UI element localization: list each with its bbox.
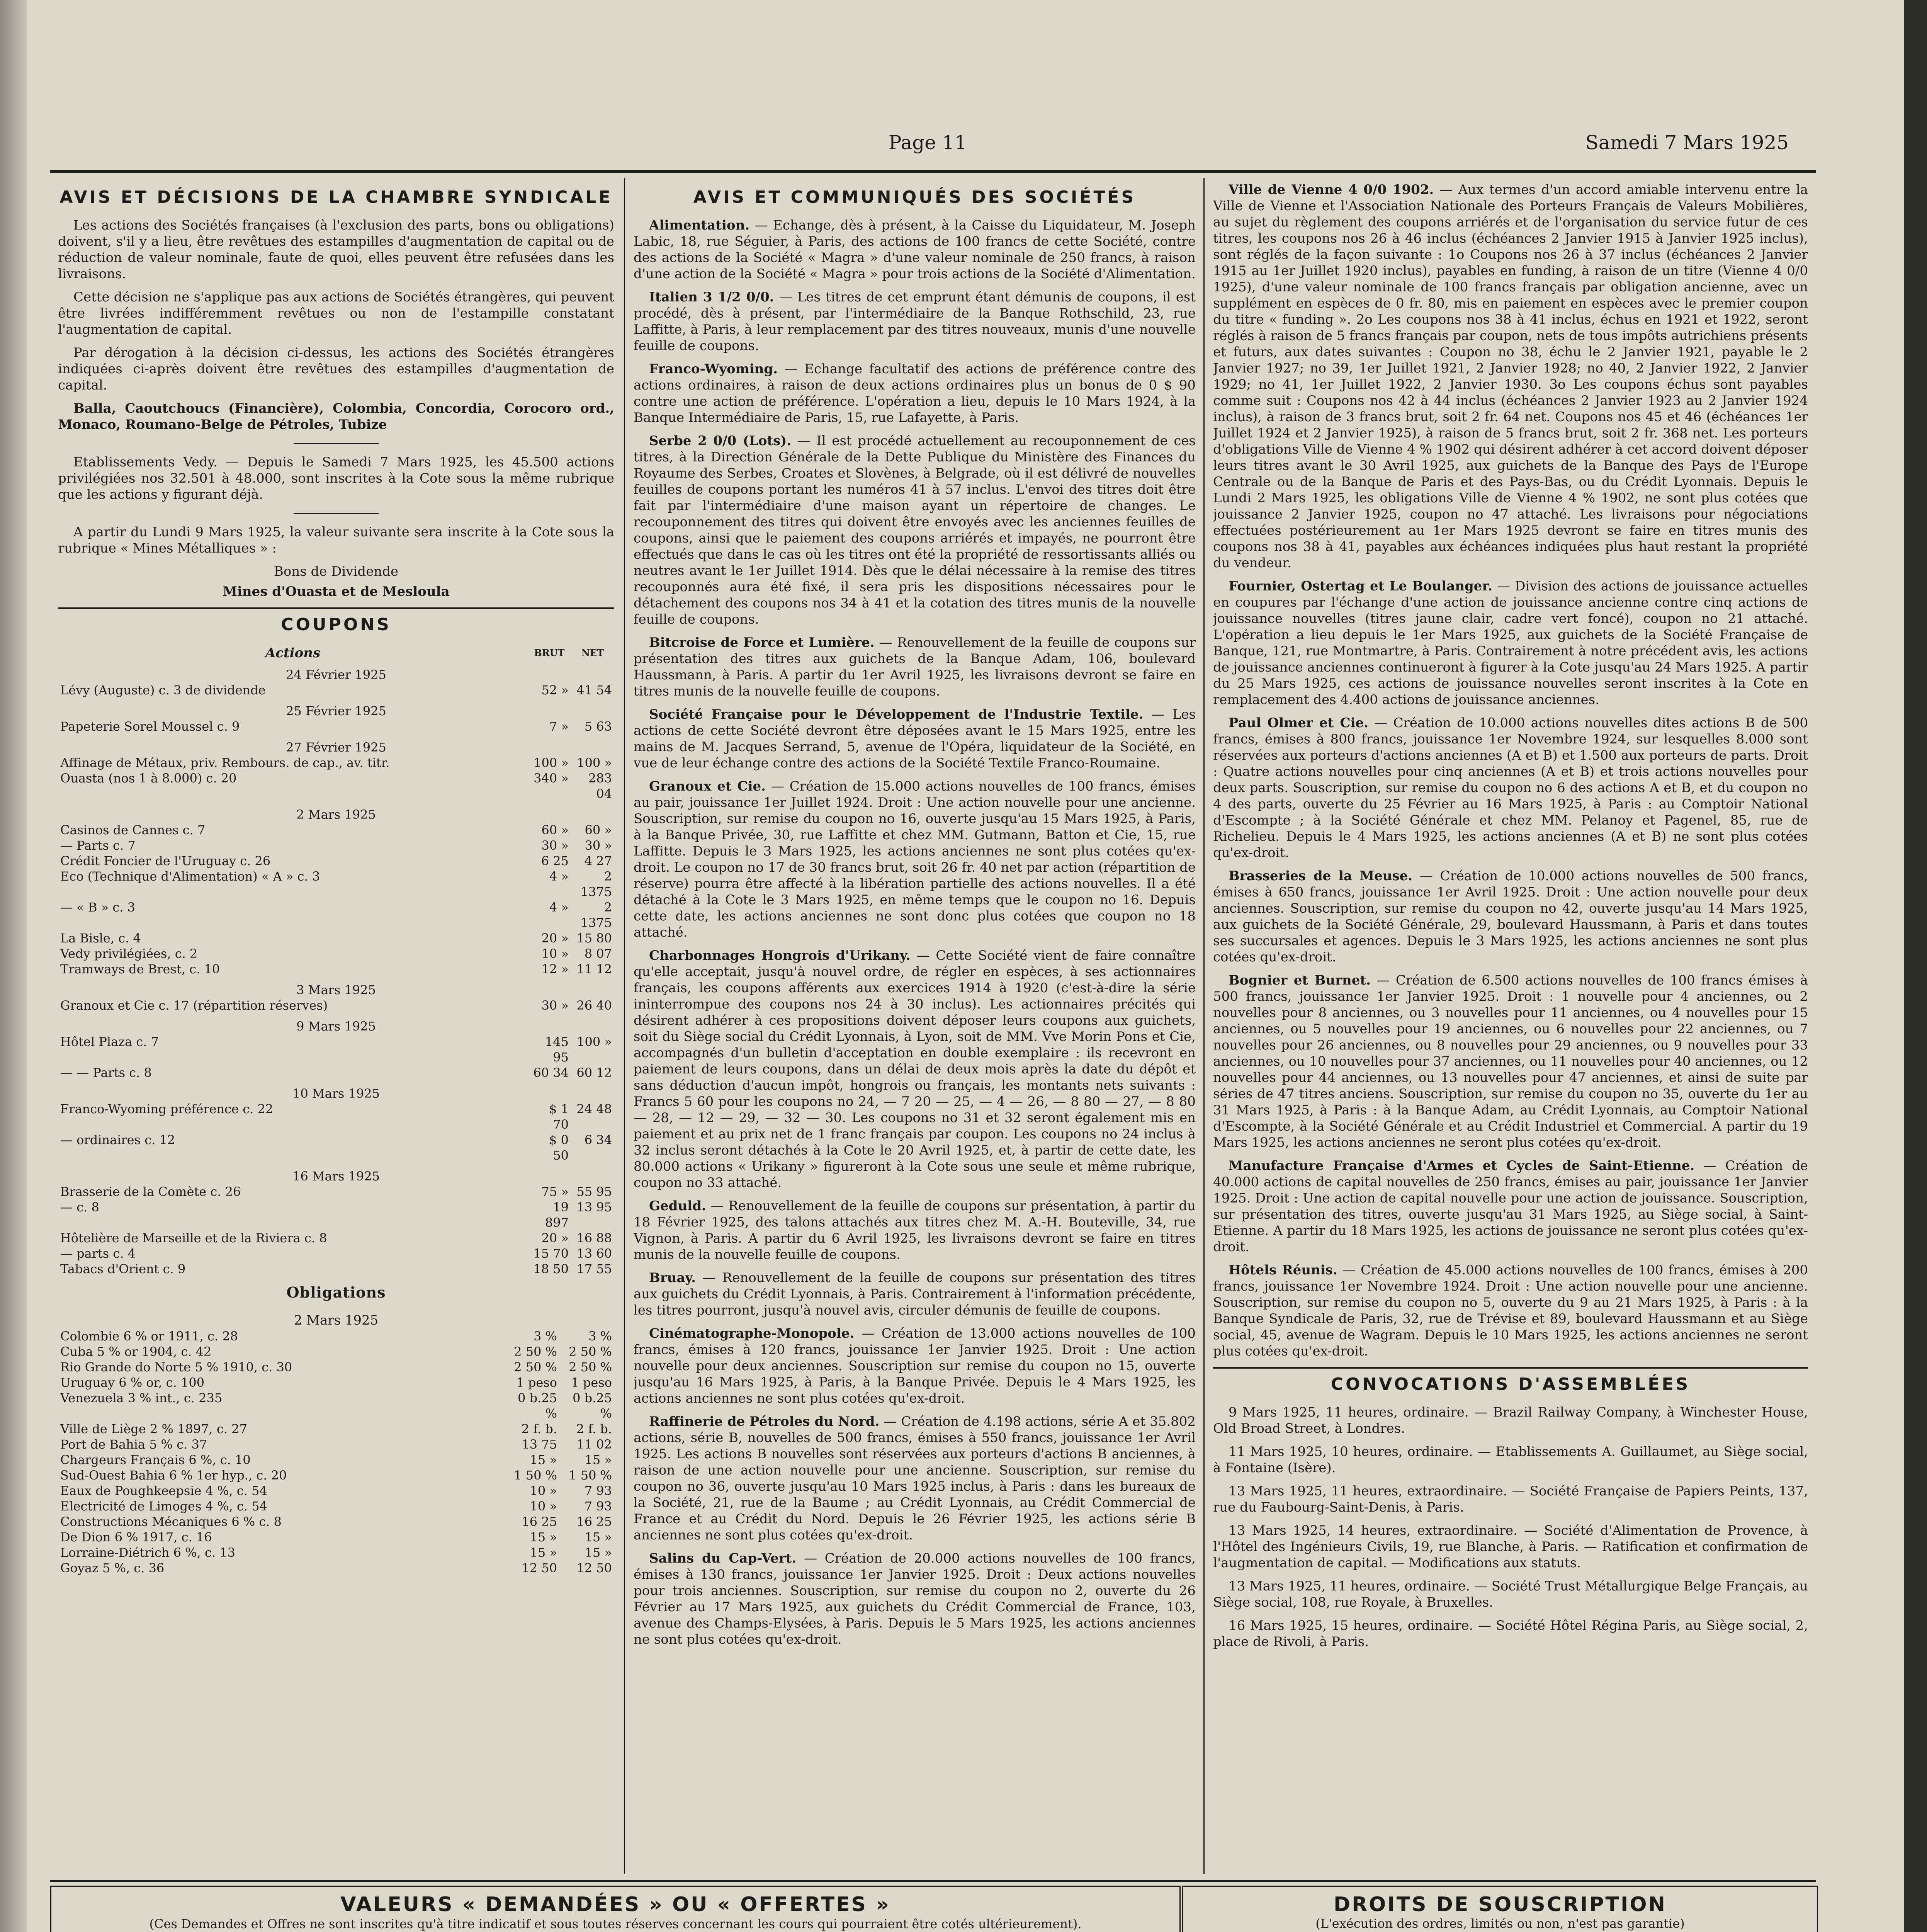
- coupon-name: Casinos de Cannes c. 7: [60, 823, 206, 837]
- coupon-row: [58, 1065, 614, 1080]
- avis-company: Cinématographe-Monopole.: [649, 1326, 855, 1341]
- coupon-net: 2 1375: [580, 869, 612, 899]
- chambre-p4: Balla, Caoutchoucs (Financière), Colombia, Concordia, Corocoro ord., Monaco, Roumano-Belge de Pétroles, Tubize: [58, 401, 614, 432]
- obligation-name: Chargeurs Français 6 %, c. 10: [60, 1452, 251, 1467]
- coupon-net: 30 »: [585, 838, 612, 853]
- obligations-date: 2 Mars 1925: [294, 1313, 379, 1328]
- coupon-brut: 10 »: [541, 946, 569, 961]
- coupon-net: 100 »: [577, 1034, 612, 1049]
- avis-paragraph: [1213, 715, 1808, 861]
- avis-paragraph: [634, 1198, 1196, 1263]
- avis-paragraph: [634, 1325, 1196, 1406]
- avis-company: Bognier et Burnet.: [1229, 973, 1371, 988]
- obligation-name: Port de Bahia 5 % c. 37: [60, 1437, 207, 1452]
- convocation-item: 11 Mars 1925, 10 heures, ordinaire. — Etablissements A. Guillaumet, au Siège social, à Fontaine (Isère).: [1213, 1444, 1808, 1476]
- chambre-p6: A partir du Lundi 9 Mars 1925, la valeur suivante sera inscrite à la Cote sous la rubrique « Mines Métalliques » :: [58, 524, 614, 556]
- coupon-brut: 52 »: [541, 683, 569, 697]
- divider: [294, 443, 379, 444]
- coupon-net: 15 80: [576, 931, 612, 946]
- obligation-row: [58, 1359, 614, 1375]
- avis-text: — Renouvellement de la feuille de coupons sur présentation des titres aux guichets de la Banque Adam, 106, boulevard Haussmann, à Paris. A partir du 1er Avril 1925, les livraisons devront se faire en titres munis de la nouvelle feuille de coupons.: [634, 635, 1196, 699]
- droits-subtitle: (L'exécution des ordres, limités ou non, n'est pas garantie): [1315, 1916, 1685, 1931]
- coupon-net: 16 88: [576, 1231, 612, 1245]
- coupon-net: 60 »: [585, 823, 612, 837]
- obligation-brut: 2 50 %: [514, 1344, 557, 1359]
- avis-text: — Création de 6.500 actions nouvelles de 100 francs émises à 500 francs, jouissance 1er Janvier 1925. Droit : 1 nouvelle pour 4 anciennes, ou 2 nouvelles pour 8 anciennes, ou 3 nouvelles pour 11 anciennes, ou 4 nouvelles pour 15 anciennes, ou 5 nouvelles pour 19 anciennes, ou 6 nouvelles pour 22 anciennes, ou 7 nouvelles pour 26 anciennes, ou 8 nouvelles pour 29 anciennes, ou 9 nouvelles pour 33 anciennes, ou 10 nouvelles pour 37 anciennes, ou 11 nouvelles pour 40 anciennes, ou 12 nouvelles pour 44 anciennes, ou 13 nouvelles pour 47 anciennes, et ainsi de suite par séries de 47 titres anciens. Souscription, sur remise du coupon no 35, ouverte du 1er au 31 Mars 1925, à Paris : à la Banque Adam, au Crédit Lyonnais, au Comptoir National d'Escompte, à la Société Générale et au Crédit Industriel et Commercial. A partir du 19 Mars 1925, les actions anciennes ne seront plus cotées qu'ex-droit.: [1213, 973, 1808, 1150]
- coupon-name: Tramways de Brest, c. 10: [60, 962, 220, 976]
- chambre-title: AVIS ET DÉCISIONS DE LA CHAMBRE SYNDICALE: [59, 187, 613, 207]
- obligation-brut: 10 »: [530, 1483, 557, 1498]
- coupon-name: Hôtelière de Marseille et de la Riviera c. 8: [60, 1231, 327, 1245]
- obligation-net: 12 50: [576, 1561, 612, 1575]
- coupon-name: La Bisle, c. 4: [60, 931, 141, 946]
- coupon-name: Ouasta (nos 1 à 8.000) c. 20: [60, 771, 237, 786]
- avis-company: Société Française pour le Développement de l'Industrie Textile.: [649, 707, 1144, 722]
- avis-text: — Création de 10.000 actions nouvelles de 500 francs, émises à 650 francs, jouissance 1er Avril 1925. Droit : Une action nouvelle pour deux anciennes. Souscription, sur remise du coupon no 42, ouverte jusqu'au 14 Mars 1925, aux guichets de la Société Générale, 29, boulevard Haussmann, à Paris et dans toutes ses succursales et agences. Depuis le 3 Mars 1925, les actions anciennes ne sont plus cotées qu'ex-droit.: [1213, 868, 1808, 965]
- coupon-brut: $ 0 50: [549, 1133, 569, 1163]
- obligation-row: [58, 1498, 614, 1514]
- coupon-net: 5 63: [584, 719, 612, 734]
- coupon-row: [58, 1034, 614, 1065]
- avis-text: — Création de 10.000 actions nouvelles dites actions B de 500 francs, émises à 800 francs, jouissance 1er Novembre 1924, sur lesquelles 8.000 sont réservées aux porteurs d'actions anciennes (A et B) et 1.500 aux porteurs de parts. Droit : Quatre actions nouvelles pour cinq anciennes (A et B) et trois actions nouvelles pour deux parts. Souscription, sur remise du coupon no 6 des actions A et B, et du coupon no 4 des parts, ouverte du 25 Février au 16 Mars 1925, à Paris : au Comptoir National d'Escompte ; à la Société Générale et chez MM. Pelanoy et Pagenel, 85, rue de Richelieu. Depuis le 4 Mars 1925, les actions anciennes (A et B) ne sont plus cotées qu'ex-droit.: [1213, 715, 1808, 861]
- obligation-net: 7 93: [584, 1483, 612, 1498]
- obligation-row: [58, 1468, 614, 1483]
- avis-paragraph: [1213, 1262, 1808, 1359]
- coupon-brut: 19 897: [545, 1200, 569, 1230]
- column-communiques: [634, 182, 1196, 1874]
- obligation-brut: 1 50 %: [514, 1468, 557, 1483]
- avis-paragraph: [634, 361, 1196, 426]
- obligation-net: 15 »: [585, 1452, 612, 1467]
- avis-text: — Les titres de cet emprunt étant démunis de coupons, il est procédé, dès à présent, par l'intermédiaire de la Banque Rothschild, 23, rue Laffitte, à Paris, à leur remplacement par des titres nouveaux, munis d'une nouvelle feuille de coupons.: [634, 289, 1196, 354]
- obligation-brut: 1 peso: [516, 1375, 557, 1390]
- coupons-head-net: NET: [581, 647, 604, 658]
- page-fold: [0, 0, 27, 1932]
- valeurs-box: [50, 1886, 1181, 1932]
- coupon-name: Affinage de Métaux, priv. Rembours. de cap., av. titr.: [60, 755, 390, 770]
- coupon-row: [58, 719, 614, 734]
- obligation-name: Lorraine-Diétrich 6 %, c. 13: [60, 1545, 235, 1560]
- coupon-row: [58, 770, 614, 801]
- avis-company: Fournier, Ostertag et Le Boulanger.: [1229, 578, 1492, 594]
- coupon-brut: $ 1 70: [549, 1102, 569, 1132]
- avis-text: — Création de 20.000 actions nouvelles de 100 francs, émises à 130 francs, jouissance 1er Janvier 1925. Droit : Deux actions nouvelles pour trois anciennes. Souscription, sur remise du coupon no 2, ouverte du 26 Février au 17 Mars 1925, aux guichets du Crédit Commercial de France, 103, avenue des Champs-Elysées, à Paris. Depuis le 5 Mars 1925, les actions anciennes ne sont plus cotées qu'ex-droit.: [634, 1551, 1196, 1647]
- avis-paragraph: [1213, 1158, 1808, 1255]
- obligation-name: Eaux de Poughkeepsie 4 %, c. 54: [60, 1483, 267, 1498]
- obligation-name: De Dion 6 % 1917, c. 16: [60, 1530, 212, 1544]
- obligation-brut: 13 75: [522, 1437, 557, 1452]
- avis-company: Hôtels Réunis.: [1229, 1262, 1337, 1278]
- coupon-row: [58, 869, 614, 900]
- avis-company: Ville de Vienne 4 0/0 1902.: [1229, 182, 1434, 197]
- obligation-net: 1 peso: [571, 1375, 612, 1390]
- obligation-brut: 0 b.25 %: [518, 1391, 557, 1421]
- valeurs-title: VALEURS « DEMANDÉES » OU « OFFERTES »: [340, 1893, 890, 1916]
- coupon-brut: 30 »: [541, 838, 569, 853]
- avis-paragraph: [634, 706, 1196, 771]
- avis-company: Salins du Cap-Vert.: [649, 1551, 797, 1566]
- coupon-brut: 20 »: [541, 1231, 569, 1245]
- coupon-date: 25 Février 1925: [286, 704, 386, 718]
- avis-text: — Création de 4.198 actions, série A et 35.802 actions, série B, nouvelles de 500 francs, émises à 550 francs, jouissance 1er Avril 1925. Les actions B nouvelles sont réservées aux porteurs d'actions B anciennes, à raison de une action nouvelle pour une ancienne. Souscription, sur remise du coupon no 36, ouverte jusqu'au 10 Mars 1925 inclus, à Paris : dans les bureaux de la Société, 21, rue de la Baume ; au Crédit Lyonnais, au Crédit Commercial de France et au Crédit du Nord. Depuis le 26 Février 1925, les actions série B anciennes ne sont plus cotées qu'ex-droit.: [634, 1414, 1196, 1543]
- obligation-brut: 15 »: [530, 1530, 557, 1544]
- avis-text: — Cette Société vient de faire connaître qu'elle acceptait, jusqu'à nouvel ordre, de régler en espèces, à ses actionnaires français, les coupons afférents aux exercices 1914 à 1920 (c'est-à-dire la série ininterrompue des coupons nos 24 à 30 inclus). Les actionnaires précités qui désirent adhérer à ces propositions doivent déposer leurs coupons aux guichets, soit du Siège social du Crédit Lyonnais, à Lyon, soit de MM. Vve Morin Pons et Cie, accompagnés d'un bulletin d'acceptation en double exemplaire : ils recevront en paiement de leurs coupons, dans un délai de deux mois après la date du dépôt et sans déduction d'aucun impôt, hongrois ou français, les montants nets suivants : Francs 5 60 pour les coupons no 24, — 7 20 — 25, — 4 — 26, — 8 80 — 27, — 8 80 — 28, — 12 — 29, — 32 — 30. Les coupons no 31 et 32 seront également mis en paiement et au prix net de 1 franc français par coupon. Les coupons no 24 inclus à 32 inclus seront détachés à la Cote le 20 Avril 1925, et, à partir de cette date, les 80.000 actions « Urikany » figureront à la Cote sous une seule et même rubrique, coupon no 33 attaché.: [634, 948, 1196, 1190]
- obligation-brut: 12 50: [522, 1561, 557, 1575]
- coupon-row: [58, 1246, 614, 1261]
- column-chambre-syndicale: [58, 182, 614, 1874]
- droits-box: [1182, 1886, 1818, 1932]
- page-edge: [1904, 0, 1927, 1932]
- coupon-name: Papeterie Sorel Moussel c. 9: [60, 719, 240, 734]
- coupon-row: [58, 801, 614, 822]
- avis-company: Franco-Wyoming.: [649, 361, 778, 377]
- coupon-row: [58, 1013, 614, 1034]
- divider: [294, 513, 379, 514]
- coupon-row: [58, 1230, 614, 1246]
- obligation-name: Rio Grande do Norte 5 % 1910, c. 30: [60, 1360, 292, 1374]
- coupon-net: 100 »: [577, 755, 612, 770]
- avis-text: — Création de 40.000 actions de capital nouvelles de 250 francs, émises au pair, jouissance 1er Janvier 1925. Droit : Une action de capital nouvelle pour une action de jouissance. Souscription, sur présentation des titres, ouverte jusqu'au 31 Mars 1925, au Siège social, à Saint-Etienne. A partir du 18 Mars 1925, les actions de jouissance ne seront plus cotées qu'ex-droit.: [1213, 1158, 1808, 1255]
- obligation-row: [58, 1344, 614, 1359]
- avis-text: — Echange facultatif des actions de préférence contre des actions ordinaires, à raison de deux actions ordinaires plus un bonus de 0 $ 90 contre une action de préférence. L'opération a lieu, depuis le 10 Mars 1924, à la Banque Intermédiaire de Paris, 15, rue Lafayette, à Paris.: [634, 361, 1196, 425]
- avis-paragraph: [1213, 182, 1808, 571]
- obligation-net: 16 25: [576, 1514, 612, 1529]
- top-rule: [50, 170, 1816, 173]
- coupon-date: 2 Mars 1925: [296, 807, 376, 822]
- coupon-net: 24 48: [576, 1102, 612, 1116]
- coupon-brut: 340 »: [534, 771, 569, 786]
- obligation-brut: 2 f. b.: [521, 1422, 557, 1436]
- coupon-row: [58, 734, 614, 755]
- obligation-row: [58, 1421, 614, 1437]
- coupon-row: [58, 900, 614, 930]
- valeurs-subtitle: (Ces Demandes et Offres ne sont inscrites qu'à titre indicatif et sous toutes réserves concernant les cours qui pourraient être cotés ultérieurement).: [149, 1917, 1082, 1931]
- avis-paragraph: [634, 947, 1196, 1191]
- coupon-brut: 60 »: [541, 823, 569, 837]
- avis-paragraph: [634, 1413, 1196, 1543]
- convocation-item: 13 Mars 1925, 11 heures, ordinaire. — Société Trust Métallurgique Belge Français, au Siège social, 108, rue Royale, à Bruxelles.: [1213, 1578, 1808, 1610]
- coupon-brut: 4 »: [549, 900, 569, 915]
- avis-paragraph: [634, 778, 1196, 940]
- obligation-net: 2 50 %: [569, 1360, 612, 1374]
- communiques-title: AVIS ET COMMUNIQUÉS DES SOCIÉTÉS: [693, 187, 1136, 207]
- coupon-row: [58, 853, 614, 869]
- convocation-item: 16 Mars 1925, 15 heures, ordinaire. — Société Hôtel Régina Paris, au Siège social, 2, place de Rivoli, à Paris.: [1213, 1618, 1808, 1650]
- obligation-row: [58, 1437, 614, 1452]
- coupon-net: 13 60: [576, 1246, 612, 1261]
- coupon-brut: 20 »: [541, 931, 569, 946]
- avis-text: — Echange, dès à présent, à la Caisse du Liquidateur, M. Joseph Labic, 18, rue Séguier, à Paris, des actions de 100 francs de cette Société, contre des actions de la Société « Magra » d'une valeur nominale de 250 francs, à raison d'une action de la Société « Magra » pour trois actions de la Société d'Alimentation.: [634, 218, 1196, 282]
- coupon-name: — ordinaires c. 12: [60, 1133, 175, 1147]
- column-rule-1: [624, 178, 625, 1874]
- obligation-name: Sud-Ouest Bahia 6 % 1er hyp., c. 20: [60, 1468, 287, 1483]
- coupon-date: 24 Février 1925: [286, 667, 386, 682]
- avis-paragraph: [1213, 868, 1808, 965]
- coupon-date: 16 Mars 1925: [292, 1169, 380, 1184]
- obligation-brut: 15 »: [530, 1452, 557, 1467]
- coupon-row: [58, 1132, 614, 1163]
- obligation-row: [58, 1514, 614, 1529]
- coupon-net: 8 07: [584, 946, 612, 961]
- coupons-head-brut: BRUT: [534, 647, 565, 658]
- avis-paragraph: [1213, 972, 1808, 1151]
- coupon-name: Franco-Wyoming préférence c. 22: [60, 1102, 274, 1116]
- avis-text: — Création de 13.000 actions nouvelles de 100 francs, émises à 120 francs, jouissance 1er Janvier 1925. Droit : Une action nouvelle pour deux anciennes. Souscription sur remise du coupon no 15, ouverte jusqu'au 16 Mars 1925, à Paris, à la Banque Privée. Depuis le 4 Mars 1925, les actions anciennes ne sont plus cotées qu'ex-droit.: [634, 1326, 1196, 1406]
- coupon-row: [58, 838, 614, 853]
- coupon-net: 41 54: [576, 683, 612, 697]
- obligation-name: Venezuela 3 % int., c. 235: [60, 1391, 223, 1405]
- chambre-p7: Bons de Dividende: [274, 564, 399, 579]
- avis-paragraph: [634, 1550, 1196, 1648]
- obligation-net: 15 »: [585, 1530, 612, 1544]
- obligation-name: Electricité de Limoges 4 %, c. 54: [60, 1499, 267, 1514]
- obligation-net: 1 50 %: [569, 1468, 612, 1483]
- coupon-name: — « B » c. 3: [60, 900, 135, 915]
- coupon-name: — Parts c. 7: [60, 838, 136, 853]
- obligation-row: [58, 1483, 614, 1498]
- coupons-table: [58, 645, 614, 1277]
- avis-paragraph: [634, 433, 1196, 628]
- obligation-net: 2 f. b.: [576, 1422, 612, 1436]
- divider: [1213, 1367, 1808, 1369]
- coupon-row: [58, 1184, 614, 1199]
- coupon-row: [58, 1261, 614, 1277]
- coupon-date: 10 Mars 1925: [292, 1086, 380, 1101]
- coupon-brut: 75 »: [541, 1184, 569, 1199]
- coupon-row: [58, 946, 614, 961]
- avis-text: — Renouvellement de la feuille de coupons sur présentation des titres aux guichets du Crédit Lyonnais, à Paris. Contrairement à l'information précédente, les titres pourront, jusqu'à nouvel avis, circuler démunis de feuille de coupons.: [634, 1270, 1196, 1318]
- coupon-row: [58, 961, 614, 977]
- coupon-name: Brasserie de la Comète c. 26: [60, 1184, 241, 1199]
- obligation-name: Goyaz 5 %, c. 36: [60, 1561, 165, 1575]
- obligation-net: 3 %: [588, 1329, 612, 1344]
- avis-company: Paul Olmer et Cie.: [1229, 715, 1368, 731]
- coupon-date: 9 Mars 1925: [296, 1019, 376, 1034]
- convocation-item: 13 Mars 1925, 14 heures, extraordinaire. — Société d'Alimentation de Provence, à l'Hôtel des Ingénieurs Civils, 19, rue Blanche, à Paris. — Ratification et confirmation de l'augmentation de capital. — Modifications aux statuts.: [1213, 1523, 1808, 1571]
- chambre-p5: Etablissements Vedy. — Depuis le Samedi 7 Mars 1925, les 45.500 actions privilégiées nos 32.501 à 48.000, sont inscrites à la Cote sous la même rubrique que les actions y figurant déjà.: [58, 454, 614, 502]
- avis-company: Brasseries de la Meuse.: [1229, 868, 1413, 884]
- coupon-brut: 145 95: [545, 1034, 569, 1065]
- avis-paragraph: [1213, 578, 1808, 708]
- obligations-table: [58, 1328, 614, 1576]
- avis-company: Alimentation.: [649, 218, 750, 233]
- obligation-net: 0 b.25 %: [573, 1391, 612, 1421]
- coupon-row: [58, 1163, 614, 1184]
- obligation-brut: 10 »: [530, 1499, 557, 1514]
- avis-company: Serbe 2 0/0 (Lots).: [649, 433, 792, 449]
- avis-text: — Renouvellement de la feuille de coupons sur présentation, à partir du 18 Février 1925, des talons attachés aux titres chez M. A.-H. Bouteville, 34, rue Vignon, à Paris. A partir du 6 Avril 1925, les livraisons devront se faire en titres munis de la nouvelle feuille de coupons.: [634, 1198, 1196, 1262]
- coupon-net: 6 34: [584, 1133, 612, 1147]
- avis-paragraph: [634, 217, 1196, 282]
- coupon-net: 26 40: [576, 998, 612, 1013]
- obligation-brut: 15 »: [530, 1545, 557, 1560]
- coupon-net: 2 1375: [580, 900, 612, 930]
- avis-company: Charbonnages Hongrois d'Urikany.: [649, 948, 911, 963]
- chambre-p2: Cette décision ne s'applique pas aux actions de Sociétés étrangères, qui peuvent être livrées indifféremment revêtues ou non de l'estampille constatant l'augmentation de capital.: [58, 289, 614, 337]
- coupon-row: [58, 755, 614, 770]
- avis-text: — Création de 15.000 actions nouvelles de 100 francs, émises au pair, jouissance 1er Juillet 1924. Droit : Une action nouvelle pour une ancienne. Souscription, sur remise du coupon no 16, ouverte jusqu'au 15 Mars 1925, à Paris, à la Banque Privée, 30, rue Laffitte et chez MM. Gutmann, Batton et Cie, 15, rue Laffitte. Depuis le 3 Mars 1925, les actions anciennes ne sont plus cotées qu'ex-droit. Le coupon no 17 de 30 francs brut, soit 26 fr. 40 net par action (répartition de réserve) pourra être affecté à la libération partielle des actions nouvelles. Il a été détaché à la Cote le 3 Mars 1925, en même temps que le coupon no 16. Depuis cette date, les actions anciennes ne sont donc plus cotées que coupon no 18 attaché.: [634, 779, 1196, 940]
- obligations-title: Obligations: [286, 1284, 386, 1301]
- coupon-brut: 30 »: [541, 998, 569, 1013]
- coupon-net: 283 04: [588, 771, 612, 801]
- coupon-brut: 4 »: [549, 869, 569, 884]
- convocation-item: 13 Mars 1925, 11 heures, extraordinaire. — Société Française de Papiers Peints, 137, rue du Faubourg-Saint-Denis, à Paris.: [1213, 1483, 1808, 1515]
- column-rule-2: [1203, 178, 1205, 1874]
- coupon-net: 4 27: [584, 854, 612, 868]
- obligation-name: Uruguay 6 % or, c. 100: [60, 1375, 205, 1390]
- convocations-title: CONVOCATIONS D'ASSEMBLÉES: [1331, 1374, 1691, 1394]
- coupon-brut: 12 »: [541, 962, 569, 976]
- avis-text: — Création de 45.000 actions nouvelles de 100 francs, émises à 200 francs, jouissance 1er Novembre 1924. Droit : Une action nouvelle pour une ancienne. Souscription, sur remise du coupon no 5, ouverte du 9 au 21 Mars 1925, à Paris : à la Banque Syndicale de Paris, 32, rue de Trévise et 89, boulevard Haussmann et au Siège social, 45, avenue de Wagram. Depuis le 10 Mars 1925, les actions anciennes ne seront plus cotées qu'ex-droit.: [1213, 1262, 1808, 1359]
- coupon-net: 17 55: [576, 1262, 612, 1276]
- coupon-row: [58, 1080, 614, 1101]
- droits-title: DROITS DE SOUSCRIPTION: [1333, 1893, 1667, 1916]
- chambre-p3: Par dérogation à la décision ci-dessus, les actions des Sociétés étrangères indiquées ci-après doivent être revêtues des estampilles d'augmentation de capital.: [58, 345, 614, 393]
- avis-company: Italien 3 1/2 0/0.: [649, 289, 774, 305]
- coupon-name: Crédit Foncier de l'Uruguay c. 26: [60, 854, 271, 868]
- obligation-row: [58, 1375, 614, 1390]
- obligation-row: [58, 1560, 614, 1576]
- coupon-row: [58, 662, 614, 682]
- coupon-name: Vedy privilégiées, c. 2: [60, 946, 198, 961]
- convocation-item: 9 Mars 1925, 11 heures, ordinaire. — Brazil Railway Company, à Winchester House, Old Broad Street, à Londres.: [1213, 1405, 1808, 1436]
- page-date: Samedi 7 Mars 1925: [1585, 131, 1789, 154]
- avis-company: Bruay.: [649, 1270, 696, 1286]
- coupon-name: — parts c. 4: [60, 1246, 136, 1261]
- obligation-row: [58, 1328, 614, 1344]
- obligation-net: 2 50 %: [569, 1344, 612, 1359]
- obligation-brut: 2 50 %: [514, 1360, 557, 1374]
- mid-rule: [50, 1880, 1816, 1882]
- coupon-brut: 100 »: [534, 755, 569, 770]
- coupons-title: COUPONS: [281, 615, 391, 634]
- chambre-p1: Les actions des Sociétés françaises (à l'exclusion des parts, bons ou obligations) doivent, s'il y a lieu, être revêtues des estampilles d'augmentation de capital ou de réduction de valeur nominale, faute de quoi, elles peuvent être refusées dans les livraisons.: [58, 218, 614, 282]
- obligation-name: Constructions Mécaniques 6 % c. 8: [60, 1514, 282, 1529]
- avis-company: Granoux et Cie.: [649, 779, 766, 794]
- coupon-name: Hôtel Plaza c. 7: [60, 1034, 159, 1049]
- obligation-brut: 16 25: [522, 1514, 557, 1529]
- coupons-head-actions: Actions: [265, 645, 321, 661]
- divider: [58, 607, 614, 609]
- avis-company: Bitcroise de Force et Lumière.: [649, 635, 875, 650]
- coupon-date: 27 Février 1925: [286, 740, 386, 755]
- obligation-row: [58, 1452, 614, 1468]
- avis-paragraph: [634, 1270, 1196, 1318]
- coupon-net: 13 95: [576, 1200, 612, 1214]
- obligation-brut: 3 %: [534, 1329, 557, 1344]
- coupon-brut: 15 70: [533, 1246, 569, 1261]
- coupon-row: [58, 1101, 614, 1132]
- obligation-row: [58, 1545, 614, 1560]
- avis-paragraph: [634, 634, 1196, 699]
- avis-text: — Les actions de cette Société devront être déposées avant le 15 Mars 1925, entre les mains de M. Jacques Serrand, 5, avenue de l'Opéra, liquidateur de la Société, en vue de leur échange contre des actions de la Société Textile Franco-Roumaine.: [634, 707, 1196, 771]
- coupon-row: [58, 698, 614, 719]
- coupon-name: Lévy (Auguste) c. 3 de dividende: [60, 683, 266, 697]
- coupon-name: Tabacs d'Orient c. 9: [60, 1262, 186, 1276]
- obligation-name: Cuba 5 % or 1904, c. 42: [60, 1344, 212, 1359]
- page-header: [50, 131, 1789, 158]
- coupon-name: — — Parts c. 8: [60, 1065, 152, 1080]
- coupon-net: 55 95: [576, 1184, 612, 1199]
- coupon-brut: 18 50: [533, 1262, 569, 1276]
- chambre-p8: Mines d'Ouasta et de Mesloula: [223, 584, 450, 599]
- page-number: Page 11: [889, 131, 967, 154]
- coupon-row: [58, 930, 614, 946]
- coupon-row: [58, 998, 614, 1013]
- coupon-net: 60 12: [576, 1065, 612, 1080]
- coupon-row: [58, 1199, 614, 1230]
- coupon-name: Granoux et Cie c. 17 (répartition réserves): [60, 998, 328, 1013]
- coupon-brut: 6 25: [541, 854, 569, 868]
- obligation-name: Colombie 6 % or 1911, c. 28: [60, 1329, 238, 1344]
- obligation-net: 15 »: [585, 1545, 612, 1560]
- obligation-net: 7 93: [584, 1499, 612, 1514]
- column-avis-suite: [1213, 182, 1808, 1874]
- coupon-brut: 7 »: [549, 719, 569, 734]
- coupon-brut: 60 34: [533, 1065, 569, 1080]
- coupon-row: [58, 822, 614, 838]
- avis-paragraph: [634, 289, 1196, 354]
- avis-company: Manufacture Française d'Armes et Cycles de Saint-Etienne.: [1229, 1158, 1695, 1173]
- obligation-net: 11 02: [576, 1437, 612, 1452]
- coupon-name: Eco (Technique d'Alimentation) « A » c. 3: [60, 869, 320, 884]
- avis-company: Raffinerie de Pétroles du Nord.: [649, 1414, 880, 1429]
- coupon-row: [58, 977, 614, 998]
- coupon-name: — c. 8: [60, 1200, 99, 1214]
- coupon-net: 11 12: [576, 962, 612, 976]
- coupon-row: [58, 682, 614, 698]
- avis-text: — Aux termes d'un accord amiable intervenu entre la Ville de Vienne et l'Association Nationale des Porteurs Français de Valeurs Mobilières, au sujet du règlement des coupons arriérés et de l'organisation du service futur de ces titres, les coupons nos 26 à 46 inclus (échéances 2 Janvier 1915 à Janvier 1925 inclus), sont réglés de la façon suivante : 1o Coupons nos 26 à 37 inclus (échéances 2 Janvier 1915 au 1er Juillet 1920 inclus), payables en funding, à raison de un titre (Vienne 4 0/0 1925), d'une valeur nominale de 100 francs français par obligation ancienne, avec un supplément en espèces de 0 fr. 80, mis en paiement en espèces avec le premier coupon du titre « funding ». 2o Les coupons nos 38 à 41 inclus, échus en 1921 et 1922, seront réglés à raison de 5 francs français par coupon, nets de tous impôts autrichiens présents et futurs, aux dates suivantes : Coupon no 38, échu le 2 Janvier 1921, payable le 2 Janvier 1927; no 39, 1er Juillet 1921, 2 Janvier 1928; no 40, 2 Janvier 1922, 2 Janvier 1929; no 41, 1er Juillet 1922, 2 Janvier 1930. 3o Les coupons échus sont payables comme suit : Coupons nos 42 à 44 inclus (échéances 2 Janvier 1923 au 2 Janvier 1924 inclus), à raison de 3 francs brut, soit 2 fr. 64 net. Coupons nos 45 et 46 (échéances 1er Juillet 1924 et 2 Janvier 1925), à raison de 5 francs brut, soit 2 fr. 368 net. Les porteurs d'obligations Ville de Vienne 4 % 1902 qui désirent adhérer à cet accord doivent déposer leurs titres avant le 30 Avril 1925, aux guichets de la Banque des Pays de l'Europe Centrale ou de la Banque de Paris et des Pays-Bas, ou du Crédit Lyonnais. Depuis le Lundi 2 Mars 1925, les obligations Ville de Vienne 4 % 1902, ne sont plus cotées que jouissance 2 Janvier 1925, coupon no 47 attaché. Les livraisons pour négociations effectuées postérieurement au 1er Mars 1925 devront se faire en titres munis des coupons nos 38 à 41, payables aux échéances indiquées plus haut restant la propriété du vendeur.: [1213, 182, 1808, 571]
- obligation-name: Ville de Liège 2 % 1897, c. 27: [60, 1422, 247, 1436]
- avis-text: — Il est procédé actuellement au recouponnement de ces titres, à la Direction Générale de la Dette Publique du Ministère des Finances du Royaume des Serbes, Croates et Slovènes, à Belgrade, où il est délivré de nouvelles feuilles de coupons portant les numéros 41 à 57 inclus. L'envoi des titres doit être fait par l'intermédiaire d'une maison ayant un répertoire de changes. Le recouponnement des titres qui doivent être envoyés avec les anciennes feuilles de coupons, ainsi que le paiement des coupons arriérés et impayés, ne pourront être effectués que dans le cas où les titres ont été la propriété de ressortissants alliés ou neutres avant le 1er Juillet 1914. Dès que le délai nécessaire à la remise des titres recouponnés aura été fixé, il sera pris les dispositions nécessaires pour le détachement des coupons nos 34 à 41 et la cotation des titres munis de la nouvelle feuille de coupons.: [634, 433, 1196, 627]
- avis-text: — Division des actions de jouissance actuelles en coupures par l'échange d'une action de jouissance ancienne contre cinq actions de jouissance nouvelles (titres jaune clair, cadre vert foncé), coupon no 21 attaché. L'opération a lieu depuis le 1er Mars 1925, aux guichets de la Société Française de Banque, 121, rue Montmartre, à Paris. Contrairement à notre précédent avis, les actions de jouissance anciennes continueront à figurer à la Cote jusqu'au 24 Mars 1925. A partir du 25 Mars 1925, ces actions de jouissance nouvelles seront inscrites à la Cote en remplacement des 4.400 actions de jouissance anciennes.: [1213, 578, 1808, 707]
- avis-company: Geduld.: [649, 1198, 706, 1214]
- obligation-row: [58, 1529, 614, 1545]
- obligation-row: [58, 1390, 614, 1421]
- coupon-date: 3 Mars 1925: [296, 983, 376, 997]
